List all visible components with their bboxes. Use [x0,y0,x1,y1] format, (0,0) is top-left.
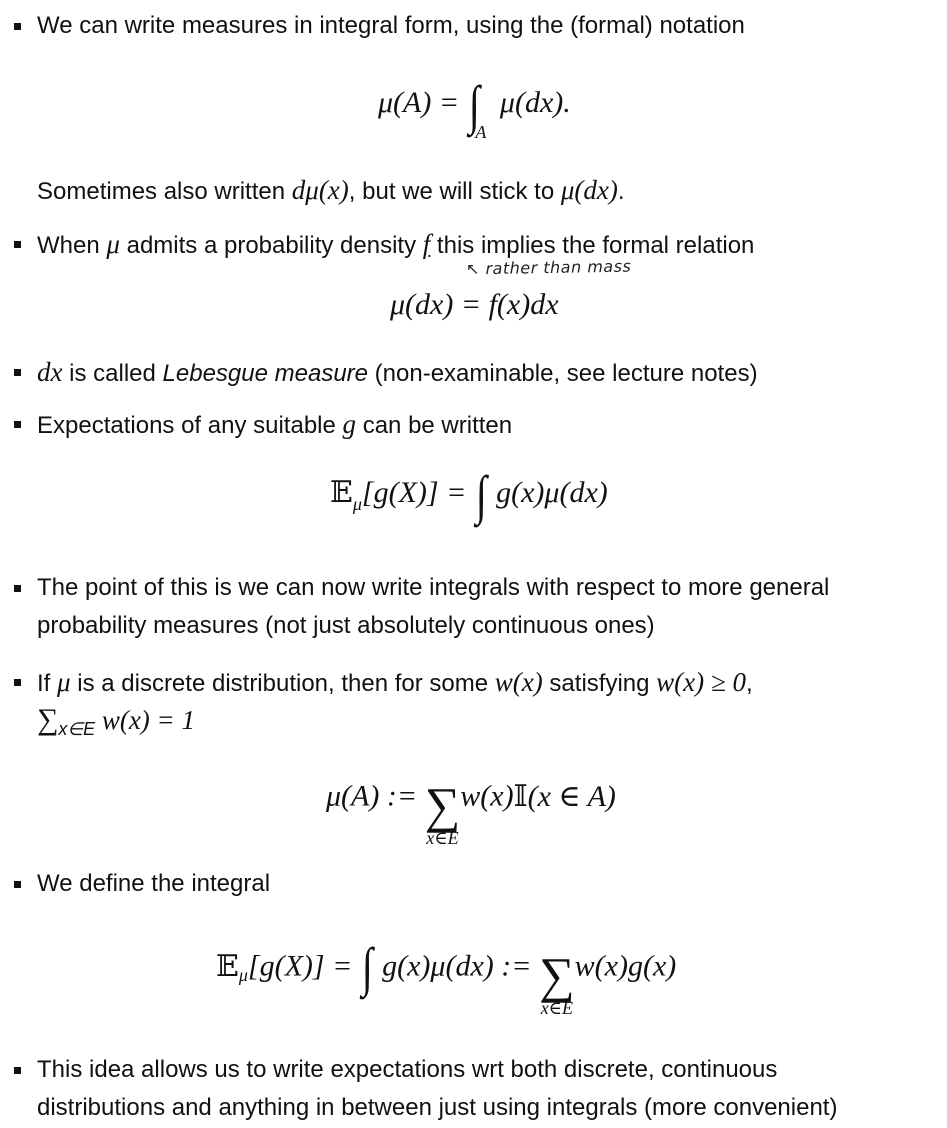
sum-sign: ∑ [539,947,575,1003]
bullet-marker [14,585,21,592]
bullet-marker [14,23,21,30]
equation-measure-integral: $\mu(A) = \int_A$ μ(dx). [378,75,571,142]
equation-expectation-integral: 𝔼$_\mu$[g(X)] = ∫ g(x)μ(dx) [330,465,608,525]
equation-defined-integral: 𝔼$_\mu$[g(X)] = ∫ g(x)μ(dx) := ∑ x∈E w(x)g(x) [216,936,677,1018]
integral-sign: ∫ [468,75,480,135]
bullet-marker [14,421,21,428]
sum-sign: ∑ [424,777,461,833]
handwritten-annotation: ↖ rather than mass [465,256,632,279]
integral-sign: ∫ [475,465,487,525]
equation-discrete-measure: μ(A) := ∑ x∈E w(x)𝕀(x ∈ A) [326,777,616,848]
integral-sign: ∫ [361,936,373,997]
equation-density-relation: μ(dx) = f(x)dx [390,288,559,321]
bullet-marker [14,369,21,376]
bullet-marker [14,1067,21,1074]
bullet-marker [14,881,21,888]
bullet-marker [14,679,21,686]
lecture-slide: We can write measures in integral form, using the (formal) notation $\mu(A) = \int_A$ μ(dx). Sometimes also written dμ(x), but we will stick to μ(dx). When μ admits a probability density f this implies the formal relation ↖ rather than mass μ(dx) = f(x)dx dx is called Lebesgue measure (non-examinable, see lecture notes) Expectations of any suitable g can be written 𝔼$_\mu$[g(X)] = ∫ g(x)μ(dx) The point of this is we can now write integrals with respect to more general probability measures (not just absolutely continuous ones) If μ is a discrete distribution, then for some w(x) satisfying w(x) ≥ 0, $\sum_{x\in E}$ w(x) = 1 μ(A) := ∑ x∈E w(x)𝕀(x ∈ A) We define the integral 𝔼$_\mu$[g(X)] = ∫ g(x)μ(dx) := ∑ x∈E w(x)g(x) This idea allows us to write expectations wrt both discrete, continuous distributions and anything in between just using integrals (more convenient) [0,0,947,1128]
bullet-text: We can write measures in integral form, using the (formal) notation [37,12,745,39]
bullet-marker [14,241,21,248]
